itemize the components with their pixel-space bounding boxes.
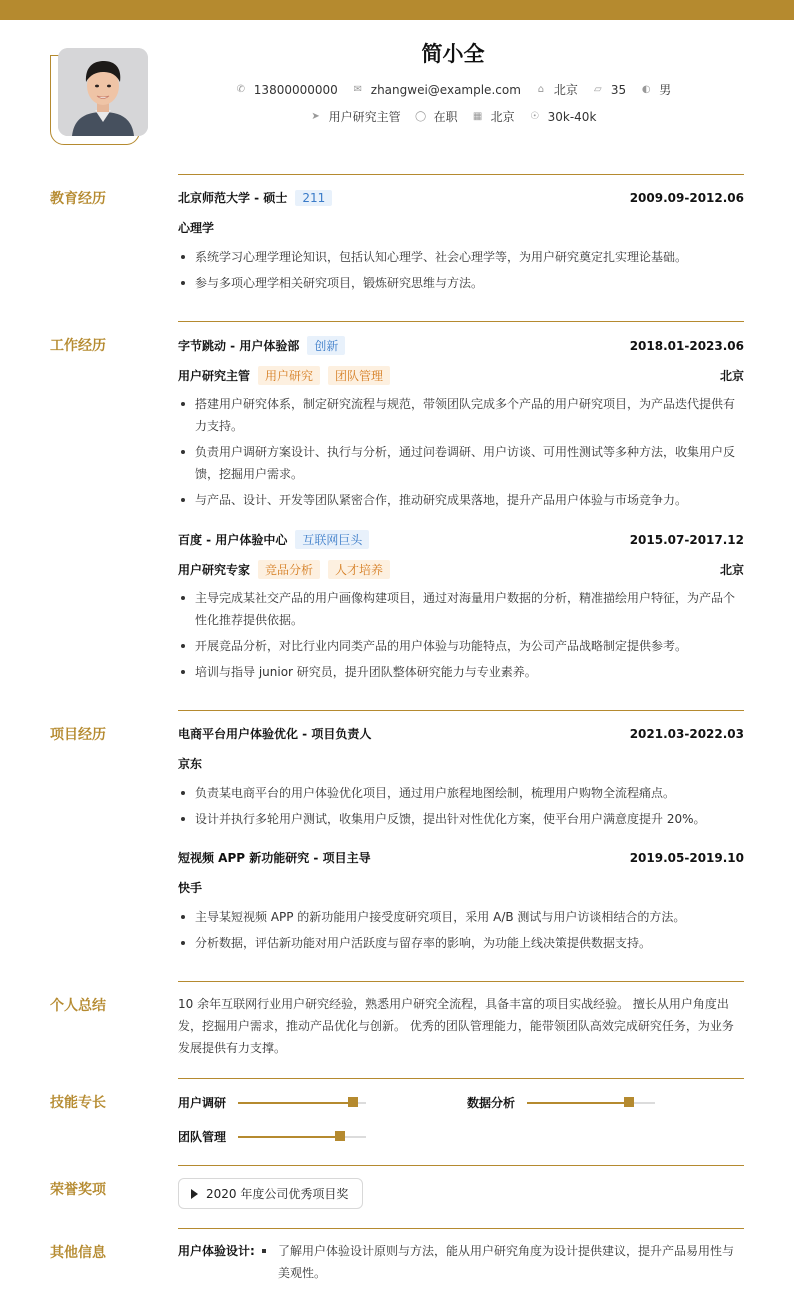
list-item: 搭建用户研究体系，制定研究流程与规范，带领团队完成多个产品的用户研究项目，为产品迭代提供有力支持。 — [178, 393, 744, 437]
skill-bar — [527, 1102, 655, 1104]
project-period: 2019.05-2019.10 — [629, 850, 744, 865]
contact-info-row — [0, 81, 794, 98]
role-name: 用户研究专家 — [178, 563, 251, 577]
work-bullets — [178, 587, 744, 687]
top-accent-bar — [0, 0, 794, 20]
candidate-name: 简小全 — [421, 42, 485, 66]
list-item: 负责某电商平台的用户体验优化项目，通过用户旅程地图绘制，梳理用户购物全流程痛点。 — [178, 782, 744, 804]
project-bullets — [178, 782, 744, 834]
status-item — [415, 108, 458, 125]
phone-item — [235, 83, 338, 97]
phone-icon: ✆ — [236, 84, 245, 95]
list-item: 与产品、设计、开发等团队紧密合作，推动研究成果落地，提升产品用户体验与市场竞争力。 — [178, 489, 744, 511]
education-major-row — [178, 219, 744, 236]
target-city-item — [472, 108, 515, 125]
education-period: 2009.09-2012.06 — [629, 190, 744, 205]
school-tag: 211 — [295, 190, 332, 206]
status-icon: ◯ — [414, 111, 427, 122]
list-item: 负责用户调研方案设计、执行与分析，通过问卷调研、用户访谈、可用性测试等多种方法，收集用户反馈，挖掘用户需求。 — [178, 441, 744, 485]
money-icon: ☉ — [530, 111, 540, 122]
list-item: 培训与指导 junior 研究员，提升团队整体研究能力与专业素养。 — [178, 661, 744, 683]
other-info-row — [178, 1240, 744, 1284]
target-city-value: 北京 — [490, 110, 515, 124]
status-value: 在职 — [433, 110, 458, 124]
education-major: 心理学 — [178, 221, 215, 235]
project-period: 2021.03-2022.03 — [629, 726, 744, 741]
section-title-education: 教育经历 — [50, 191, 106, 207]
salary-value: 30k-40k — [547, 109, 597, 124]
other-info-value: 了解用户体验设计原则与方法，能从用户研究角度为设计提供建议，提升产品易用性与美观性。 — [260, 1240, 744, 1284]
skill-bar-fill — [527, 1102, 629, 1104]
list-item: 主导某短视频 APP 的新功能用户接受度研究项目，采用 A/B 测试与用户访谈相结合的方法。 — [178, 906, 744, 928]
mail-icon: ✉ — [353, 84, 362, 95]
project-org-row — [178, 879, 744, 896]
honor-label: 2020 年度公司优秀项目奖 — [206, 1187, 349, 1201]
email-item — [352, 83, 521, 97]
section-divider — [178, 981, 744, 982]
project-org: 京东 — [178, 757, 203, 771]
section-divider — [178, 321, 744, 322]
role-tag: 团队管理 — [328, 366, 390, 385]
position-value: 用户研究主管 — [328, 110, 401, 124]
list-item: 开展竞品分析，对比行业内同类产品的用户体验与功能特点，为公司产品战略制定提供参考。 — [178, 635, 744, 657]
role-tag: 人才培养 — [328, 560, 390, 579]
work-role-row — [178, 560, 744, 579]
job-info-row — [0, 108, 794, 125]
other-info-key: 用户体验设计: — [178, 1244, 255, 1258]
cake-icon: ▱ — [594, 84, 602, 95]
honor-item[interactable] — [178, 1178, 363, 1209]
work-period: 2015.07-2017.12 — [629, 532, 744, 547]
work-location: 北京 — [719, 369, 744, 383]
project-header — [178, 849, 744, 866]
section-title-summary: 个人总结 — [50, 998, 106, 1014]
work-bullets — [178, 393, 744, 515]
gender-icon: ◐ — [641, 84, 651, 95]
list-item: 主导完成某社交产品的用户画像构建项目，通过对海量用户数据的分析，精准描绘用户特征，为产品个性化推荐提供依据。 — [178, 587, 744, 631]
section-divider — [178, 1228, 744, 1229]
company-tag: 创新 — [307, 336, 345, 355]
project-bullets — [178, 906, 744, 958]
project-title: 短视频 APP 新功能研究 - 项目主导 — [178, 851, 371, 865]
email-value: zhangwei@example.com — [370, 82, 521, 97]
work-location: 北京 — [719, 563, 744, 577]
list-item: 参与多项心理学相关研究项目，锻炼研究思维与方法。 — [178, 272, 744, 294]
skill-name: 数据分析 — [467, 1096, 516, 1110]
section-divider — [178, 1165, 744, 1166]
school-name: 北京师范大学 - 硕士 — [178, 191, 288, 205]
company-name: 百度 - 用户体验中心 — [178, 533, 288, 547]
section-divider — [178, 1078, 744, 1079]
gender-item — [640, 81, 671, 98]
section-title-honors: 荣誉奖项 — [50, 1182, 106, 1198]
education-header — [178, 189, 744, 206]
work-header — [178, 530, 744, 549]
list-item: 分析数据，评估新功能对用户活跃度与留存率的影响，为功能上线决策提供数据支持。 — [178, 932, 744, 954]
role-name: 用户研究主管 — [178, 369, 251, 383]
company-name: 字节跳动 - 用户体验部 — [178, 339, 300, 353]
section-title-work: 工作经历 — [50, 338, 106, 354]
section-title-skills: 技能专长 — [50, 1095, 106, 1111]
building-icon: ▦ — [472, 111, 483, 122]
section-divider — [178, 174, 744, 175]
skill-item — [178, 1128, 366, 1145]
project-title: 电商平台用户体验优化 - 项目负责人 — [178, 727, 372, 741]
project-header — [178, 725, 744, 742]
gender-value: 男 — [659, 83, 672, 97]
phone-value: 13800000000 — [253, 82, 338, 97]
education-bullets — [178, 246, 744, 298]
skill-bar — [238, 1136, 366, 1138]
project-org: 快手 — [178, 881, 203, 895]
role-tag: 用户研究 — [258, 366, 320, 385]
home-icon: ⌂ — [537, 84, 545, 95]
send-icon: ➤ — [311, 111, 320, 122]
project-org-row — [178, 755, 744, 772]
work-period: 2018.01-2023.06 — [629, 338, 744, 353]
skill-name: 团队管理 — [178, 1130, 227, 1144]
age-value: 35 — [610, 82, 627, 97]
skill-bar-knob — [348, 1097, 358, 1107]
position-item — [310, 108, 401, 125]
skill-name: 用户调研 — [178, 1096, 227, 1110]
age-item — [592, 83, 626, 97]
work-header — [178, 336, 744, 355]
skill-item — [467, 1094, 655, 1111]
section-title-other: 其他信息 — [50, 1245, 106, 1261]
list-item: 设计并执行多轮用户测试，收集用户反馈，提出针对性优化方案，使平台用户满意度提升 20%。 — [178, 808, 744, 830]
section-divider — [178, 710, 744, 711]
skill-bar-fill — [238, 1102, 353, 1104]
role-tag: 竞品分析 — [258, 560, 320, 579]
summary-text: 10 余年互联网行业用户研究经验，熟悉用户研究全流程，具备丰富的项目实战经验。 擅长从用户角度出发，挖掘用户需求，推动产品优化与创新。 优秀的团队管理能力，能带领团队高效完成研究任务，为业务发展提供有力支撑。 — [178, 997, 734, 1055]
skill-bar-knob — [335, 1131, 345, 1141]
skill-bar-fill — [238, 1136, 340, 1138]
city-value: 北京 — [553, 83, 578, 97]
skill-bar-knob — [624, 1097, 634, 1107]
skill-bar — [238, 1102, 366, 1104]
section-title-projects: 项目经历 — [50, 727, 106, 743]
work-role-row — [178, 366, 744, 385]
company-tag: 互联网巨头 — [295, 530, 369, 549]
city-item — [535, 81, 578, 98]
skill-item — [178, 1094, 366, 1111]
list-item: 系统学习心理学理论知识，包括认知心理学、社会心理学等，为用户研究奠定扎实理论基础。 — [178, 246, 744, 268]
salary-item — [529, 110, 597, 124]
expand-triangle-icon — [191, 1189, 198, 1199]
